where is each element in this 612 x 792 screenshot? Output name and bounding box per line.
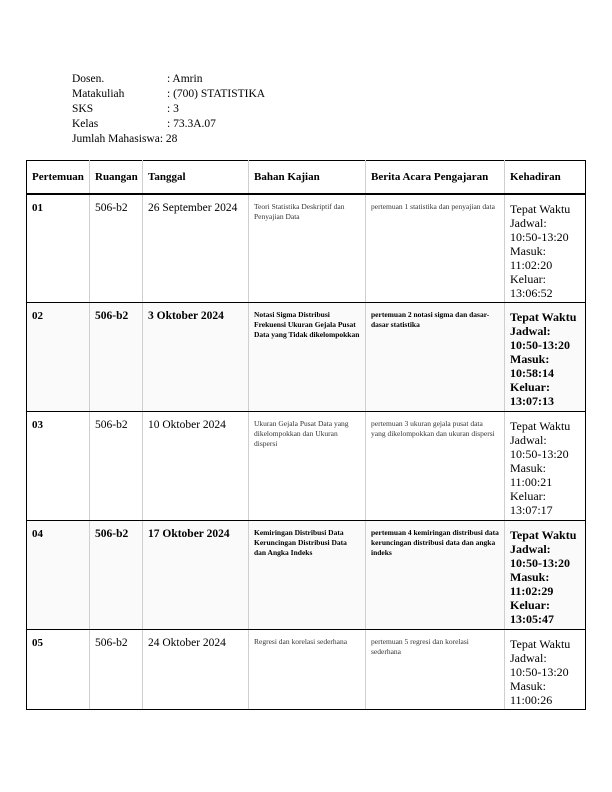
- cell-bahan-kajian: Notasi Sigma Distribusi Frekuensi Ukuran Gejala Pusat Data yang Tidak dikelompokkan: [249, 303, 366, 412]
- jumlah-value: : 28: [159, 133, 178, 145]
- cell-tanggal: 3 Oktober 2024: [143, 303, 249, 412]
- cell-tanggal: 26 September 2024: [143, 194, 249, 303]
- cell-kehadiran: [505, 303, 586, 412]
- hadir-masuk-label: Masuk:: [510, 570, 550, 584]
- hadir-keluar-label: Keluar:: [510, 598, 550, 612]
- table-row: [27, 412, 586, 521]
- cell-tanggal: 24 Oktober 2024: [143, 630, 249, 710]
- hadir-masuk: 10:58:14: [510, 366, 554, 380]
- table-row: [27, 630, 586, 710]
- info-sks: [72, 102, 265, 117]
- header-tanggal: Tanggal: [143, 161, 249, 194]
- cell-kehadiran: [505, 412, 586, 521]
- cell-kehadiran: [505, 630, 586, 710]
- hadir-jadwal: 10:50-13:20: [510, 665, 569, 679]
- header-ruangan: Ruangan: [90, 161, 143, 194]
- cell-bahan-kajian: Ukuran Gejala Pusat Data yang dikelompokkan dan Ukuran dispersi: [249, 412, 366, 521]
- cell-ruangan: 506-b2: [90, 303, 143, 412]
- cell-pertemuan: 03: [27, 412, 90, 521]
- hadir-jadwal-label: Jadwal:: [510, 324, 551, 338]
- table-header-row: [27, 161, 586, 194]
- cell-berita-acara: pertemuan 5 regresi dan korelasi sederhana: [366, 630, 505, 710]
- hadir-jadwal: 10:50-13:20: [510, 338, 570, 352]
- hadir-jadwal: 10:50-13:20: [510, 556, 570, 570]
- info-jumlah: [72, 132, 265, 147]
- cell-pertemuan: 02: [27, 303, 90, 412]
- hadir-keluar-label: Keluar:: [510, 380, 550, 394]
- hadir-jadwal-label: Jadwal:: [510, 215, 547, 230]
- header-berita-acara: Berita Acara Pengajaran: [366, 161, 505, 194]
- hadir-keluar: 13:07:13: [510, 394, 554, 408]
- kelas-value: : 73.3A.07: [167, 118, 216, 130]
- hadir-masuk: 11:00:26: [510, 693, 553, 707]
- hadir-keluar: 13:05:47: [510, 612, 554, 626]
- hadir-keluar: 13:07:17: [510, 503, 553, 517]
- attendance-table: [26, 160, 586, 710]
- cell-ruangan: 506-b2: [90, 194, 143, 303]
- cell-kehadiran: [505, 521, 586, 630]
- info-kelas: [72, 117, 265, 132]
- dosen-value: : Amrin: [167, 73, 203, 85]
- hadir-jadwal-label: Jadwal:: [510, 651, 547, 665]
- hadir-jadwal: 10:50-13:20: [510, 229, 569, 244]
- info-matakuliah: [72, 87, 265, 102]
- cell-tanggal: 10 Oktober 2024: [143, 412, 249, 521]
- hadir-masuk-label: Masuk:: [510, 679, 546, 693]
- matakuliah-value: : (700) STATISTIKA: [167, 88, 266, 100]
- table-row: [27, 194, 586, 303]
- hadir-masuk: 11:02:29: [510, 584, 554, 598]
- table-row: [27, 303, 586, 412]
- cell-pertemuan: 01: [27, 194, 90, 303]
- cell-ruangan: 506-b2: [90, 412, 143, 521]
- header-pertemuan: Pertemuan: [27, 161, 90, 194]
- cell-kehadiran: [505, 194, 586, 303]
- dosen-label: Dosen.: [72, 73, 105, 85]
- hadir-status: Tepat Waktu: [510, 637, 571, 651]
- hadir-keluar-label: Keluar:: [510, 489, 546, 503]
- hadir-keluar: 13:06:52: [510, 285, 553, 300]
- hadir-masuk-label: Masuk:: [510, 352, 550, 366]
- cell-bahan-kajian: Teori Statistika Deskriptif dan Penyajian Data: [249, 194, 366, 303]
- cell-berita-acara: pertemuan 3 ukuran gejala pusat data yang dikelompokkan dan ukuran dispersi: [366, 412, 505, 521]
- matakuliah-label: Matakuliah: [72, 88, 125, 100]
- cell-berita-acara: pertemuan 1 statistika dan penyajian data: [366, 194, 505, 303]
- info-dosen: [72, 72, 265, 87]
- hadir-masuk: 11:00:21: [510, 475, 553, 489]
- hadir-jadwal-label: Jadwal:: [510, 433, 547, 447]
- hadir-status: Tepat Waktu: [510, 419, 571, 433]
- cell-pertemuan: 05: [27, 630, 90, 710]
- cell-ruangan: 506-b2: [90, 521, 143, 630]
- sks-label: SKS: [72, 103, 94, 115]
- cell-berita-acara: pertemuan 2 notasi sigma dan dasar-dasar statistika: [366, 303, 505, 412]
- sks-value: : 3: [167, 103, 179, 115]
- cell-tanggal: 17 Oktober 2024: [143, 521, 249, 630]
- cell-bahan-kajian: Regresi dan korelasi sederhana: [249, 630, 366, 710]
- cell-ruangan: 506-b2: [90, 630, 143, 710]
- header-kehadiran: Kehadiran: [505, 161, 586, 194]
- hadir-masuk: 11:02:20: [510, 257, 553, 272]
- cell-pertemuan: 04: [27, 521, 90, 630]
- hadir-status: Tepat Waktu: [510, 310, 577, 324]
- table-row: [27, 521, 586, 630]
- hadir-jadwal: 10:50-13:20: [510, 447, 569, 461]
- hadir-masuk-label: Masuk:: [510, 243, 546, 258]
- hadir-masuk-label: Masuk:: [510, 461, 546, 475]
- hadir-jadwal-label: Jadwal:: [510, 542, 551, 556]
- hadir-keluar-label: Keluar:: [510, 271, 546, 286]
- cell-bahan-kajian: Kemiringan Distribusi Data Keruncingan Distribusi Data dan Angka Indeks: [249, 521, 366, 630]
- course-info: [72, 72, 265, 147]
- hadir-status: Tepat Waktu: [510, 201, 571, 216]
- header-bahan-kajian: Bahan Kajian: [249, 161, 366, 194]
- hadir-status: Tepat Waktu: [510, 528, 577, 542]
- kelas-label: Kelas: [72, 118, 99, 130]
- cell-berita-acara: pertemuan 4 kemiringan distribusi data keruncingan distribusi data dan angka indeks: [366, 521, 505, 630]
- jumlah-label: Jumlah Mahasiswa: [72, 133, 160, 145]
